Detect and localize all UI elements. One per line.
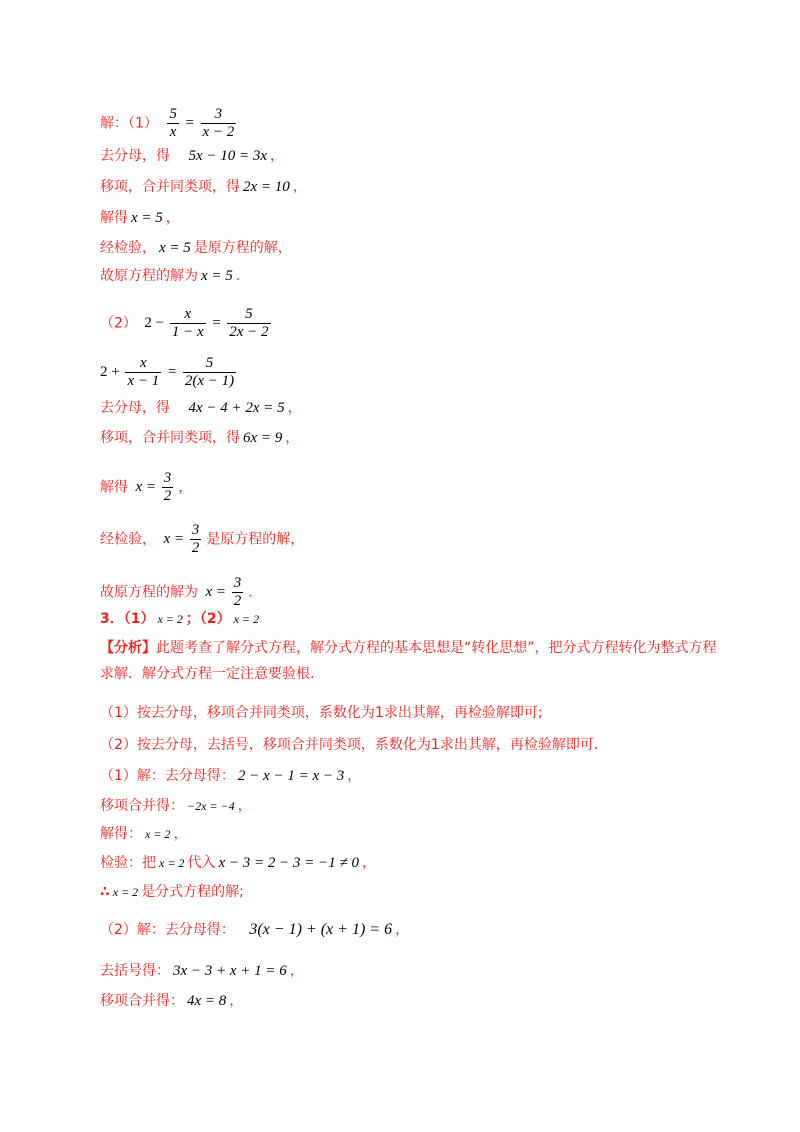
line-25: 去括号得： 3x − 3 + x + 1 = 6 ， [100, 963, 304, 979]
line-21: 解得： x = 2 ， [100, 826, 188, 842]
equation: −2x = −4 [187, 799, 235, 813]
line-7 [100, 306, 276, 341]
line-1 [100, 106, 241, 141]
equation: x = 2 [145, 827, 171, 841]
line-26: 移项合并得： 4x = 8 ， [100, 993, 244, 1009]
equation: 2 − x − 1 = x − 3 [237, 768, 345, 784]
equation: 4x − 4 + 2x = 5 [188, 400, 285, 416]
line-24: （2）解：去分母得： 3(x − 1) + (x + 1) = 6 ， [100, 921, 410, 938]
equation: 6x = 9 [243, 430, 283, 446]
equation: x = 2 [233, 612, 260, 626]
line-13: 故原方程的解为 x = $\frac{3}{2}$ . [100, 575, 253, 609]
equation: x − 3 = 2 − 3 = −1 ≠ 0 [218, 855, 359, 871]
equation: 5x − 10 = 3x [188, 148, 268, 164]
equation: x = $\frac{3}{2}$ [205, 575, 242, 609]
line-12: 经检验， x = $\frac{3}{2}$ 是原方程的解， [100, 522, 305, 556]
line-3: 移项，合并同类项，得 2x = 10 ， [100, 179, 307, 195]
equation: x = 2 [112, 885, 139, 899]
line-8 [100, 355, 241, 390]
therefore-symbol: ∴ [100, 884, 110, 900]
equation: x = 5 [201, 268, 233, 284]
line-22: 检验：把 x = 2 代入 x − 3 = 2 − 3 = −1 ≠ 0 ， [100, 855, 376, 871]
analysis-tag: 【分析】 [100, 640, 156, 656]
line-17: （1）按去分母，移项合并同类项，系数化为1求出其解，再检验解即可; [100, 705, 543, 721]
analysis-paragraph [100, 635, 720, 687]
equation: x = $\frac{3}{2}$ [135, 470, 172, 504]
line-2: 去分母，得 5x − 10 = 3x ， [100, 148, 285, 164]
line-11: 解得 x = $\frac{3}{2}$ ， [100, 470, 193, 504]
line-23: ∴ x = 2 是分式方程的解; [100, 884, 244, 900]
line-5: 经检验， x = 5 是原方程的解， [100, 240, 292, 256]
analysis-text: 此题考查了解分式方程，解分式方程的基本思想是“转化思想”，把分式方程转化为整式方程求解．解分式方程一定注意要验根. [100, 640, 717, 682]
line-10: 移项，合并同类项，得 6x = 9 ， [100, 430, 300, 446]
equation: x = 5 [159, 240, 191, 256]
equation: x = $\frac{3}{2}$ [163, 522, 200, 556]
line-9: 去分母，得 4x − 4 + 2x = 5 ， [100, 400, 302, 416]
equation: 2x = 10 [243, 179, 290, 195]
equation: x = 2 [157, 612, 183, 626]
equation-1: $\frac{5}{x}$ = $\frac{3}{x - 2}$ [169, 106, 235, 140]
equation: 3x − 3 + x + 1 = 6 [173, 963, 287, 979]
equation-2: 2 − $\frac{x}{1 - x}$ = $\frac{5}{2x - 2}$ [144, 306, 269, 340]
line-6: 故原方程的解为 x = 5 . [100, 268, 241, 284]
line-19: （1）解：去分母得： 2 − x − 1 = x − 3 ， [100, 768, 362, 784]
equation: 3(x − 1) + (x + 1) = 6 [249, 921, 393, 938]
equation: x = 5 [131, 210, 163, 226]
line-4: 解得 x = 5 ， [100, 210, 180, 226]
answer-3: 3．（1） x = 2 ；（2） x = 2 [100, 611, 260, 627]
line-20: 移项合并得： −2x = −4 ， [100, 798, 252, 814]
part-label: （2） [100, 315, 137, 332]
part-label: 解：（1） [100, 115, 158, 132]
line-18: （2）按去分母，去括号，移项合并同类项，系数化为1求出其解，再检验解即可. [100, 737, 599, 753]
equation: x = 2 [159, 856, 185, 870]
equation-2-rewritten: 2 + $\frac{x}{x - 1}$ = $\frac{5}{2(x - 1)}$ [100, 355, 235, 389]
equation: 4x = 8 [187, 993, 227, 1009]
